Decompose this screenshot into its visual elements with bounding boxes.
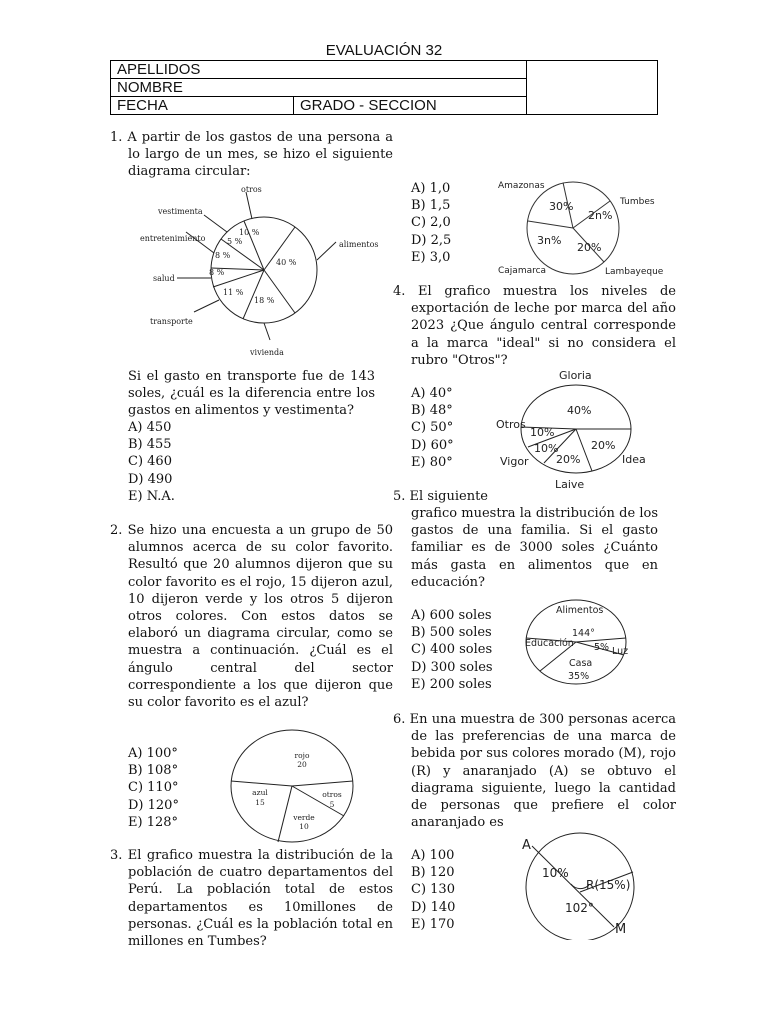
q5-pct-luz: 5% [594,642,610,653]
q5-option-d[interactable]: D) 300 soles [411,659,493,675]
q5-pie-chart [520,594,632,688]
q5-label-alimentos: Alimentos [556,605,604,616]
q3-label-lambayeque: Lambayeque [605,267,663,277]
q4-label-idea: Idea [622,453,646,466]
q6-label-m: M [615,922,627,937]
q4-option-b[interactable]: B) 48° [411,403,453,419]
q3-label-cajamarca: Cajamarca [498,266,547,276]
q1-option-d[interactable]: D) 490 [128,471,173,487]
q5-options [411,607,493,693]
q3-pct-amazonas: 30% [549,200,574,213]
q6-option-e[interactable]: E) 170 [411,916,455,932]
grado-seccion-field: GRADO - SECCION [294,97,527,115]
q2-label-otros: otros [322,790,342,799]
q4-option-d[interactable]: D) 60° [411,437,454,453]
q6-pie-chart [512,832,652,940]
q4-option-c[interactable]: C) 50° [411,420,454,436]
q1-option-c[interactable]: C) 460 [128,454,172,470]
q1-label-transporte: transporte [150,317,193,326]
q3-pct-cajamarca: 3n% [537,234,562,247]
q4-label-laive: Laive [555,478,585,491]
q1-pie-chart [140,183,380,363]
q4-pct-gloria: 40% [567,404,592,417]
q5-option-e[interactable]: E) 200 soles [411,676,492,692]
q1-label-alimentos: alimentos [339,240,379,249]
q2-slice-boundary [278,786,292,842]
q2-slice-boundary [292,781,353,786]
q5-angle-alimentos: 144° [572,628,595,639]
q4-pct-idea: 20% [591,439,616,452]
q2-option-c[interactable]: C) 110° [128,780,179,796]
q6-label-a: A [522,838,531,853]
q4-pie-chart [494,367,659,492]
q5-pct-casa: 35% [568,671,590,682]
q4-stem: 4. El grafico muestra los niveles de exportación de leche por marca del año 2023 ¿Que ángulo central corresponde a la marca "ideal" si no considera el rubro "Otros"? [393,284,676,368]
q1-pct-entretenimiento: 8 % [215,251,231,260]
q2-slice-boundary [231,781,292,786]
q1-option-b[interactable]: B) 455 [128,437,172,453]
q1-options [128,419,175,505]
q1-label-salud: salud [153,274,175,283]
q3-pie-chart [493,176,663,280]
q4-pct-laive: 20% [556,453,581,466]
q5-option-a[interactable]: A) 600 soles [411,608,492,623]
q5-label-casa: Casa [569,658,593,669]
q2-value-azul: 15 [255,798,265,807]
q4-label-gloria: Gloria [559,369,592,382]
q4-label-otros: Otros [496,418,526,431]
q2-options [128,745,179,831]
q6-option-b[interactable]: B) 120 [411,865,455,881]
q5-stem-first-line: 5. El siguiente [393,489,488,504]
q6-stem: 6. En una muestra de 300 personas acerca de las preferencias de una marca de bebida por sus colores morado (M), rojo (R) y anaranjado (A) se obtuvo el diagrama siguiente, luego la cantidad de personas que prefiere el color anaranjado es [393,712,676,831]
q5-stem: grafico muestra la distribución de los gastos de una familia. Si el gasto familiar es de 3000 soles ¿Cuánto más gasta en alimentos que en educación? [411,506,658,590]
q6-angle-m: 102° [565,901,594,915]
q6-label-r: R(15%) [586,878,631,892]
q1-pct-salud: 8 % [209,268,225,277]
q4-option-a[interactable]: A) 40° [411,386,453,401]
student-info-table [110,60,658,115]
q3-option-d[interactable]: D) 2,5 [411,232,452,248]
apellidos-field: APELLIDOS [111,61,527,79]
q6-options [411,847,455,933]
q2-stem: 2. Se hizo una encuesta a un grupo de 50 alumnos acerca de su color favorito. Resultó que 20 alumnos dijeron que su color favorito es el rojo, 15 dijeron azul, 10 dijeron verde y los otros 5 dijeron otros colores. Con estos datos se elaboró un diagrama circular, como se muestra a continuación. ¿Cuál es el ángulo central del sector correspondiente a los que dijeron que su color favorito es el azul? [110,523,393,711]
q3-option-b[interactable]: B) 1,5 [411,198,451,214]
q3-slice-boundary [528,221,573,228]
q3-option-a[interactable]: A) 1,0 [411,181,451,196]
q5-option-c[interactable]: C) 400 soles [411,642,493,658]
q1-stem: 1. A partir de los gastos de una persona a lo largo de un mes, se hizo el siguiente diagrama circular: [110,130,393,180]
q3-options [411,180,451,266]
q2-option-e[interactable]: E) 128° [128,814,179,830]
q4-options [411,385,454,471]
q1-slice-boundary [243,270,264,319]
q4-option-e[interactable]: E) 80° [411,454,453,470]
q2-option-b[interactable]: B) 108° [128,763,179,779]
q1-pct-vestimenta: 5 % [227,237,243,246]
q5-label-educacion: Educación [525,638,574,649]
q4-label-vigor: Vigor [500,455,529,468]
q2-label-azul: azul [252,788,268,797]
q6-option-d[interactable]: D) 140 [411,899,456,915]
q4-pct-otros: 10% [530,426,555,439]
q1-option-e[interactable]: E) N.A. [128,488,175,504]
q1-label-vivienda: vivienda [250,348,284,357]
q6-option-a[interactable]: A) 100 [411,848,455,863]
q1-slice-boundary [264,270,295,313]
q1-pct-otros: 10 % [239,228,260,237]
q2-value-verde: 10 [299,822,309,831]
q1-pct-alimentos: 40 % [276,258,297,267]
q2-label-rojo: rojo [294,751,310,760]
q1-option-a[interactable]: A) 450 [128,420,172,435]
q1-label-otros: otros [241,185,262,194]
q1-pct-vivienda: 18 % [254,296,275,305]
q5-label-luz: Luz [612,646,629,657]
q6-option-c[interactable]: C) 130 [411,882,455,898]
page-title: EVALUACIÓN 32 [325,42,443,59]
q2-value-otros: 5 [329,800,335,809]
q3-option-e[interactable]: E) 3,0 [411,249,451,265]
q2-option-d[interactable]: D) 120° [128,797,179,813]
q3-option-c[interactable]: C) 2,0 [411,215,451,231]
nombre-field: NOMBRE [111,79,527,97]
q3-pct-tumbes: 2n% [588,209,613,222]
score-box [527,61,658,115]
q3-stem: 3. El grafico muestra la distribución de la población de cuatro departamentos del Perú. La población total de estos departamentos es 10millones de personas. ¿Cuál es la población total en millones en Tumbes? [110,848,393,950]
q1-label-entretenimiento: entretenimiento [140,234,206,243]
q4-pct-vigor: 10% [534,442,559,455]
q6-pct-a: 10% [542,866,569,880]
q1-label-vestimenta: vestimenta [158,207,203,216]
fecha-field: FECHA [111,97,294,115]
q3-label-amazonas: Amazonas [498,181,545,191]
q1-pct-transporte: 11 % [223,288,244,297]
q3-pct-lambayeque: 20% [577,241,602,254]
q2-option-a[interactable]: A) 100° [128,746,178,761]
q2-value-rojo: 20 [297,760,307,769]
q3-label-tumbes: Tumbes [620,197,655,207]
q1-question: Si el gasto en transporte fue de 143 soles, ¿cuál es la diferencia entre los gastos en alimentos y vestimenta? [128,369,375,419]
q2-label-verde: verde [293,813,315,822]
q2-pie-chart [228,728,360,846]
q5-option-b[interactable]: B) 500 soles [411,625,492,641]
